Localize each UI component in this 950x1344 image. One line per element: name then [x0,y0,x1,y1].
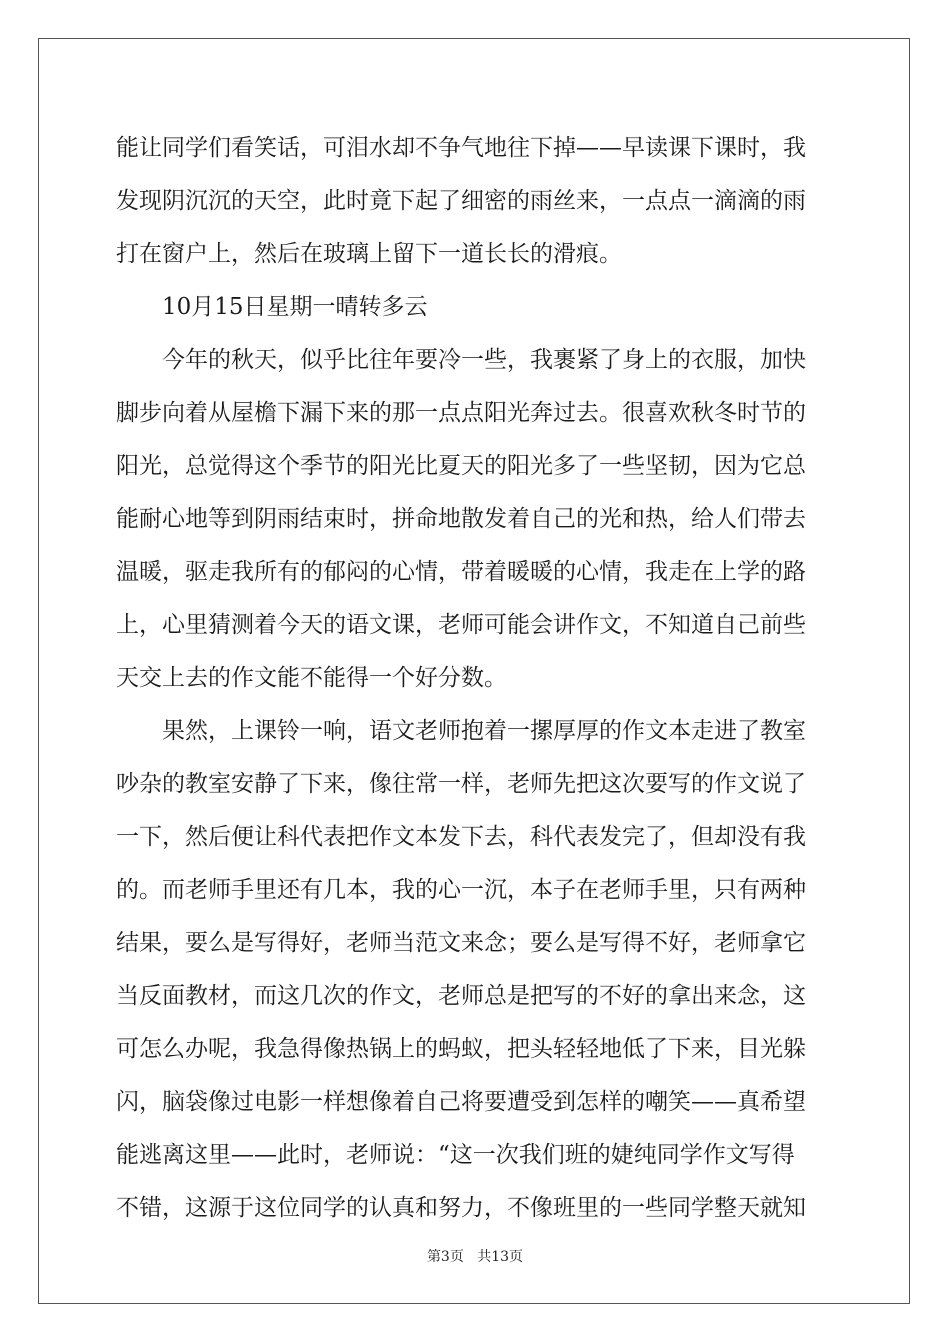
text-line: 结果，要么是写得好，老师当范文来念；要么是写得不好，老师拿它 [116,930,806,956]
paragraph-start-line: 今年的秋天，似乎比往年要冷一些，我裹紧了身上的衣服，加快 [162,347,806,373]
text-line: 不错，这源于这位同学的认真和努力，不像班里的一些同学整天就知 [116,1195,806,1221]
text-line: 能耐心地等到阴雨结束时，拼命地散发着自己的光和热，给人们带去 [116,506,806,532]
text-line: 发现阴沉沉的天空，此时竟下起了细密的雨丝来，一点点一滴滴的雨 [116,188,806,214]
text-line: 脚步向着从屋檐下漏下来的那一点点阳光奔过去。很喜欢秋冬时节的 [116,400,806,426]
page-number: 第3页 [426,1249,464,1265]
text-line: 阳光，总觉得这个季节的阳光比夏天的阳光多了一些坚韧，因为它总 [116,453,806,479]
text-line: 能让同学们看笑话，可泪水却不争气地往下掉——早读课下课时，我 [116,135,806,161]
text-line: 能逃离这里——此时，老师说：“这一次我们班的婕纯同学作文写得 [116,1142,795,1168]
paragraph-start-line: 果然，上课铃一响，语文老师抱着一摞厚厚的作文本走进了教室 [162,718,806,744]
text-line: 一下，然后便让科代表把作文本发下去，科代表发完了，但却没有我 [116,824,806,850]
text-line: 上，心里猜测着今天的语文课，老师可能会讲作文，不知道自己前些 [116,612,806,638]
text-line: 当反面教材，而这几次的作文，老师总是把写的不好的拿出来念，这 [116,983,806,1009]
page-footer [0,1246,950,1266]
text-line: 温暖，驱走我所有的郁闷的心情，带着暖暖的心情，我走在上学的路 [116,559,806,585]
document-body [116,122,832,1235]
text-line: 吵杂的教室安静了下来，像往常一样，老师先把这次要写的作文说了 [116,771,806,797]
text-line: 可怎么办呢，我急得像热锅上的蚂蚁，把头轻轻地低了下来，目光躲 [116,1036,806,1062]
text-line: 的。而老师手里还有几本，我的心一沉，本子在老师手里，只有两种 [116,877,806,903]
text-line: 闪，脑袋像过电影一样想像着自己将要遭受到怎样的嘲笑——真希望 [116,1089,806,1115]
text-line: 天交上去的作文能不能得一个好分数。 [116,665,507,691]
text-line: 打在窗户上，然后在玻璃上留下一道长长的滑痕。 [116,241,622,267]
date-heading: 10月15日星期一晴转多云 [162,294,428,320]
page-total: 共13页 [477,1249,524,1265]
